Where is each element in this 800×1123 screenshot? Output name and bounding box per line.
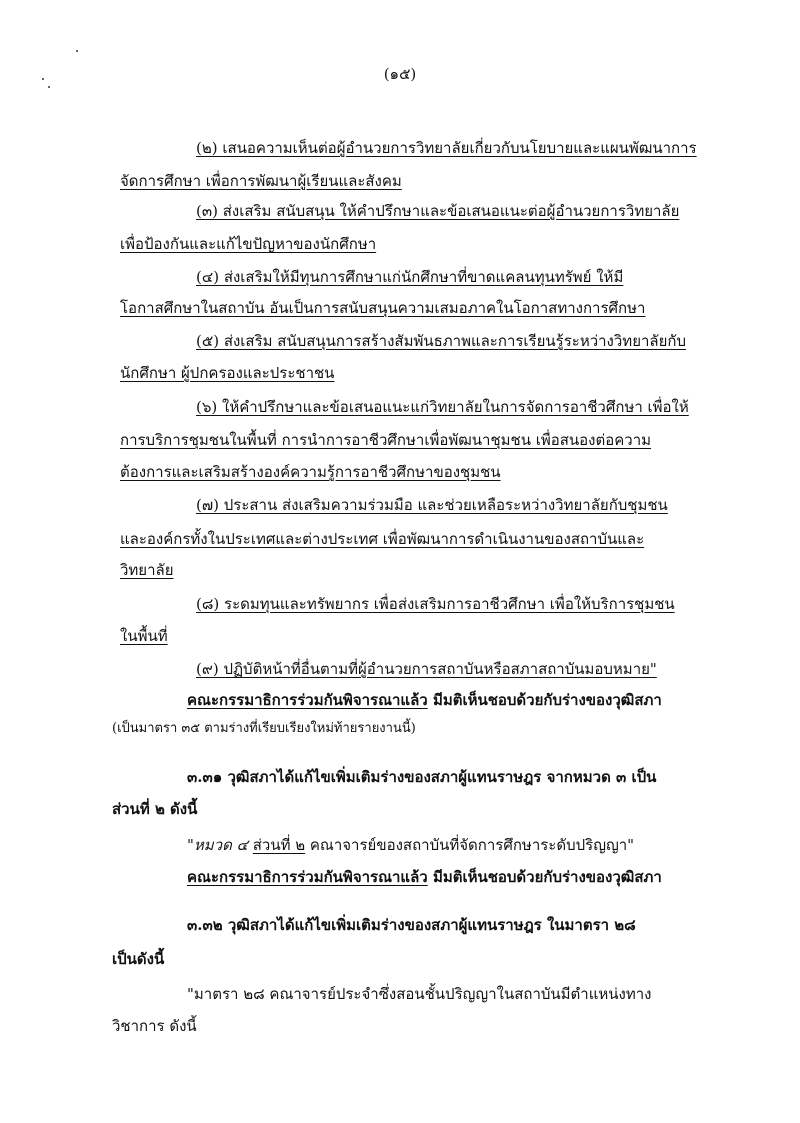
quoted-text: "มาตรา ๒๘ คณาจารย์ประจำซึ่งสอนชั้นปริญญาในสถาบันมีตำแหน่งทาง [187, 985, 652, 1003]
scan-speck [76, 50, 78, 52]
paragraph-line: (๓) ส่งเสริม สนับสนุน ให้คำปรึกษาและข้อเสนอแนะต่อผู้อำนวยการวิทยาลัย [196, 202, 680, 220]
scan-speck [48, 86, 50, 88]
paragraph-line: เพื่อป้องกันและแก้ไขปัญหาของนักศึกษา [120, 235, 377, 253]
amendment-heading: ๓.๓๑ วุฒิสภาได้แก้ไขเพิ่มเติมร่างของสภาผู้แทนราษฎร จากหมวด ๓ เป็น [187, 768, 657, 786]
paragraph-line: ในพื้นที่ [120, 627, 168, 645]
amendment-heading: เป็นดังนี้ [112, 950, 165, 968]
paragraph-line: (๔) ส่งเสริมให้มีทุนการศึกษาแก่นักศึกษาที่ขาดแคลนทุนทรัพย์ ให้มี [196, 268, 624, 286]
amendment-heading: ๓.๓๒ วุฒิสภาได้แก้ไขเพิ่มเติมร่างของสภาผู้แทนราษฎร ในมาตรา ๒๘ [187, 916, 636, 934]
paragraph-line: นักศึกษา ผู้ปกครองและประชาชน [120, 364, 335, 382]
paragraph-line: (๒) เสนอความเห็นต่อผู้อำนวยการวิทยาลัยเกี่ยวกับนโยบายและแผนพัฒนาการ [196, 139, 697, 157]
paragraph-line: (๗) ประสาน ส่งเสริมความร่วมมือ และช่วยเหลือระหว่างวิทยาลัยกับชุมชน [196, 496, 668, 514]
paragraph-line: และองค์กรทั้งในประเทศและต่างประเทศ เพื่อพัฒนาการดำเนินงานของสถาบันและ [120, 530, 645, 548]
amendment-heading: ส่วนที่ ๒ ดังนี้ [112, 800, 198, 818]
paragraph-line: (๕) ส่งเสริม สนับสนุนการสร้างสัมพันธภาพและการเรียนรู้ระหว่างวิทยาลัยกับ [196, 332, 686, 350]
quoted-text [187, 834, 634, 856]
paragraph-line: (๖) ให้คำปรึกษาและข้อเสนอแนะแก่วิทยาลัยในการจัดการอาชีวศึกษา เพื่อให้ [196, 398, 689, 416]
paragraph-line: วิทยาลัย [120, 561, 174, 579]
committee-rest: มีมติเห็นชอบด้วยกับร่างของวุฒิสภา [427, 868, 662, 886]
committee-rest: มีมติเห็นชอบด้วยกับร่างของวุฒิสภา [427, 691, 662, 709]
committee-label: คณะกรรมาธิการร่วมกันพิจารณาแล้ว [187, 868, 428, 886]
paragraph-line: (๙) ปฏิบัติหน้าที่อื่นตามที่ผู้อำนวยการสถาบันหรือสภาสถาบันมอบหมาย" [196, 660, 657, 678]
paragraph-line: จัดการศึกษา เพื่อการพัฒนาผู้เรียนและสังคม [120, 172, 402, 190]
paragraph-line: โอกาสศึกษาในสถาบัน อันเป็นการสนับสนุนความเสมอภาคในโอกาสทางการศึกษา [120, 299, 646, 317]
quote-underlined: ส่วนที่ ๒ [252, 836, 306, 854]
paragraph-line: ต้องการและเสริมสร้างองค์ความรู้การอาชีวศึกษาของชุมชน [120, 463, 501, 481]
paragraph-line: (๘) ระดมทุนและทรัพยากร เพื่อส่งเสริมการอาชีวศึกษา เพื่อให้บริการชุมชน [196, 595, 675, 613]
committee-resolution [187, 866, 662, 888]
page-number: (๑๕) [383, 65, 417, 83]
committee-label: คณะกรรมาธิการร่วมกันพิจารณาแล้ว [187, 691, 428, 709]
committee-resolution [187, 689, 662, 711]
quote-prefix: "หมวด ๔ [187, 836, 253, 854]
quote-rest: คณาจารย์ของสถาบันที่จัดการศึกษาระดับปริญญา" [305, 836, 635, 854]
quoted-text: วิชาการ ดังนี้ [112, 1017, 197, 1035]
section-note: (เป็นมาตรา ๓๕ ตามร่างที่เรียบเรียงใหม่ท้ายรายงานนี้) [112, 721, 416, 736]
paragraph-line: การบริการชุมชนในพื้นที่ การนำการอาชีวศึกษาเพื่อพัฒนาชุมชน เพื่อสนองต่อความ [120, 431, 652, 449]
